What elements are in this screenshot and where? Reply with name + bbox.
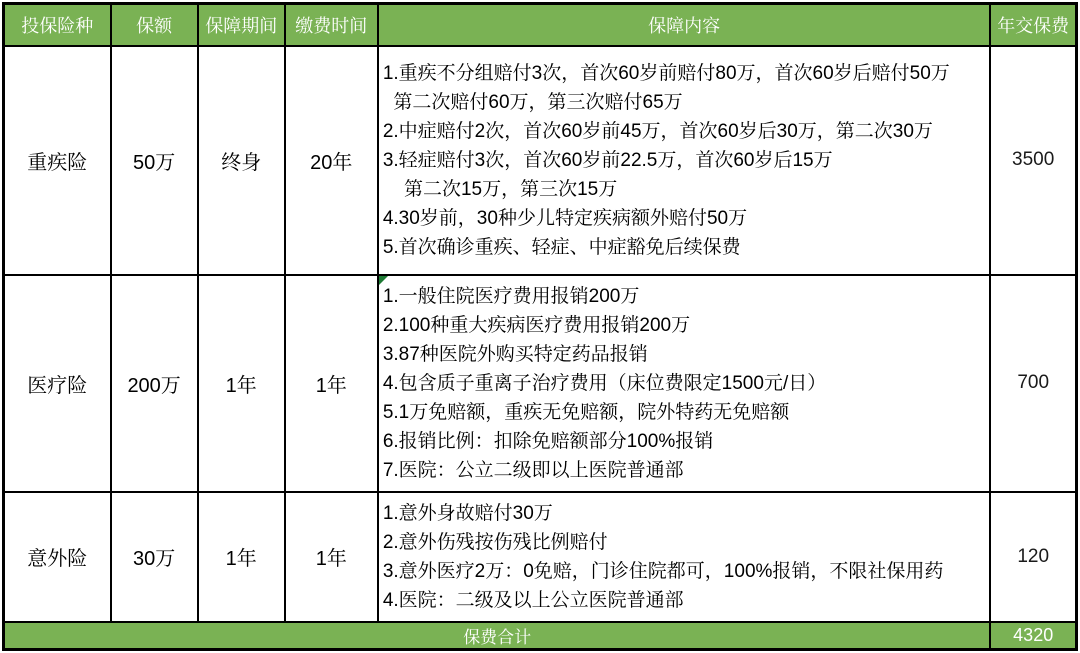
cell-coverage-period: 1年: [198, 492, 285, 622]
header-coverage-period: 保障期间: [198, 4, 285, 46]
table-row-accident: [4, 492, 1077, 622]
content-line: 第二次赔付60万，第三次赔付65万: [382, 91, 683, 113]
cell-payment-term: 20年: [285, 46, 378, 275]
cell-payment-term: 1年: [285, 275, 378, 492]
cell-policy-type: 意外险: [4, 492, 111, 622]
content-line: 4.医院：二级及以上公立医院普通部: [382, 589, 684, 611]
content-line: 2.意外伤残按伤残比例赔付: [382, 531, 608, 553]
content-line: 1.意外身故赔付30万: [382, 502, 553, 524]
table-row-medical: [4, 275, 1077, 492]
premium-total-value: 4320: [990, 622, 1076, 650]
cell-policy-type: 重疾险: [4, 46, 111, 275]
header-annual-premium: 年交保费: [990, 4, 1076, 46]
content-line: 4.包含质子重离子治疗费用（床位费限定1500元/日）: [382, 372, 827, 394]
cell-coverage-amount: 50万: [111, 46, 198, 275]
content-line: 1.重疾不分组赔付3次，首次60岁前赔付80万，首次60岁后赔付50万: [382, 62, 950, 84]
content-line: 6.报销比例：扣除免赔额部分100%报销: [382, 430, 714, 452]
insurance-benefits-table: [2, 2, 1078, 651]
cell-annual-premium: 700: [990, 275, 1076, 492]
content-line: 第二次15万，第三次15万: [382, 178, 618, 200]
content-line: 2.100种重大疾病医疗费用报销200万: [382, 314, 691, 336]
content-line: 5.1万免赔额，重疾无免赔额，院外特药无免赔额: [382, 401, 790, 423]
content-line: 3.意外医疗2万：0免赔，门诊住院都可，100%报销，不限社保用药: [382, 560, 944, 582]
content-line: 1.一般住院医疗费用报销200万: [382, 285, 640, 307]
comment-flag-icon: [379, 276, 388, 285]
cell-coverage-period: 1年: [198, 275, 285, 492]
cell-coverage-period: 终身: [198, 46, 285, 275]
header-policy-type: 投保险种: [4, 4, 111, 46]
cell-coverage-amount: 200万: [111, 275, 198, 492]
content-line: 5.首次确诊重疾、轻症、中症豁免后续保费: [382, 236, 741, 258]
cell-coverage-content: [378, 492, 991, 622]
cell-payment-term: 1年: [285, 492, 378, 622]
content-line: 4.30岁前，30种少儿特定疾病额外赔付50万: [382, 207, 748, 229]
premium-total-label: 保费合计: [4, 622, 991, 650]
cell-annual-premium: 3500: [990, 46, 1076, 275]
table-row-critical-illness: [4, 46, 1077, 275]
cell-coverage-content: [378, 275, 991, 492]
table-footer-row: [4, 622, 1077, 650]
header-payment-term: 缴费时间: [285, 4, 378, 46]
cell-annual-premium: 120: [990, 492, 1076, 622]
cell-coverage-amount: 30万: [111, 492, 198, 622]
content-line: 7.医院：公立二级即以上医院普通部: [382, 459, 684, 481]
header-coverage-amount: 保额: [111, 4, 198, 46]
cell-policy-type: 医疗险: [4, 275, 111, 492]
content-line: 3.87种医院外购买特定药品报销: [382, 343, 648, 365]
cell-coverage-content: [378, 46, 991, 275]
table-header-row: [4, 4, 1077, 46]
content-line: 3.轻症赔付3次，首次60岁前22.5万，首次60岁后15万: [382, 149, 833, 171]
header-coverage-content: 保障内容: [378, 4, 991, 46]
content-line: 2.中症赔付2次，首次60岁前45万，首次60岁后30万，第二次30万: [382, 120, 933, 142]
